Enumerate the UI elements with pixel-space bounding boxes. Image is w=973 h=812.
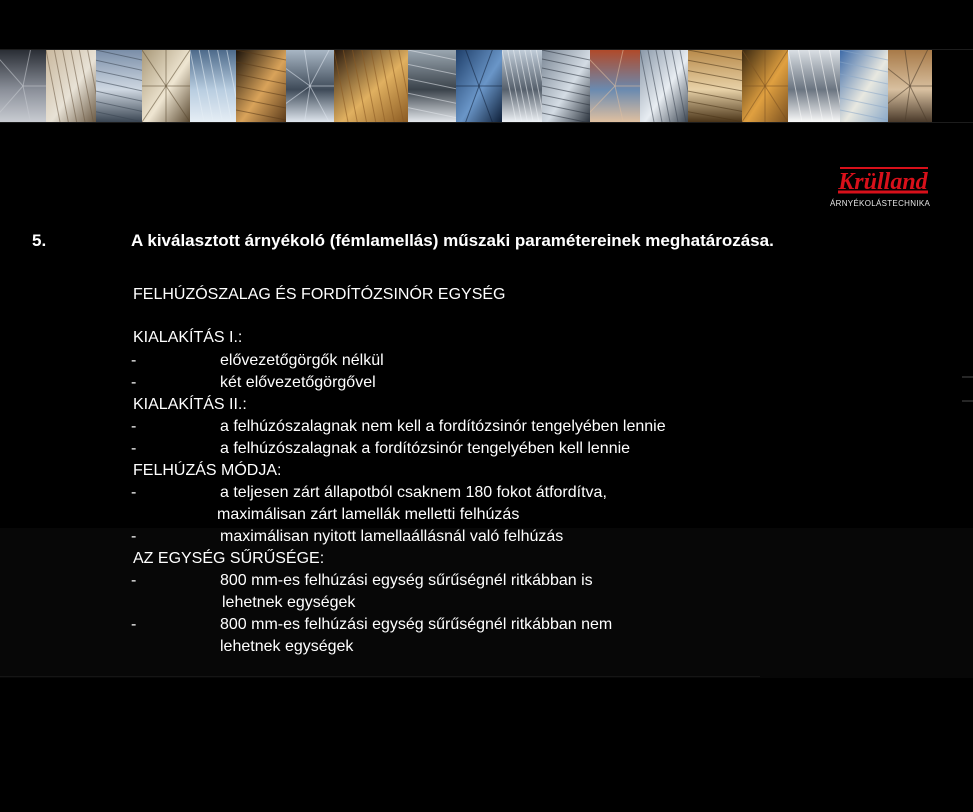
section-title: FELHÚZÓSZALAG ÉS FORDÍTÓZSINÓR EGYSÉG <box>133 286 506 303</box>
list-item-text: lehetnek egységek <box>222 594 356 611</box>
list-item-text: maximálisan zárt lamellák melletti felhúzás <box>217 506 520 523</box>
list-bullet: - <box>131 616 137 633</box>
list-item-text: maximálisan nyitott lamellaállásnál való felhúzás <box>220 528 564 545</box>
list-bullet: - <box>131 374 137 391</box>
list-bullet: - <box>131 528 137 545</box>
list-bullet: - <box>131 418 137 435</box>
group-title: FELHÚZÁS MÓDJA: <box>133 462 282 479</box>
list-item-text: lehetnek egységek <box>220 638 354 655</box>
list-item-text: a felhúzószalagnak a fordítózsinór tengelyében kell lennie <box>220 440 631 457</box>
list-item-text: két elővezetőgörgővel <box>220 374 376 391</box>
logo-brand-text: Krülland <box>838 169 928 195</box>
list-item-text: elővezetőgörgők nélkül <box>220 352 384 369</box>
list-item-text: a teljesen zárt állapotból csaknem 180 fokot átfordítva, <box>220 484 607 501</box>
section-number: 5. <box>32 231 47 250</box>
logo-tagline: ÁRNYÉKOLÁSTECHNIKA <box>830 199 931 208</box>
list-bullet: - <box>131 572 137 589</box>
list-bullet: - <box>131 440 137 457</box>
list-bullet: - <box>131 352 137 369</box>
list-item-text: a felhúzószalagnak nem kell a fordítózsinór tengelyében lennie <box>220 418 666 435</box>
list-bullet: - <box>131 484 137 501</box>
list-item-text: 800 mm-es felhúzási egység sűrűségnél ritkábban is <box>220 572 593 589</box>
group-title: KIALAKÍTÁS II.: <box>133 396 247 413</box>
page-title: A kiválasztott árnyékoló (fémlamellás) műszaki paramétereinek meghatározása. <box>131 231 774 250</box>
group-title: AZ EGYSÉG SŰRŰSÉGE: <box>133 550 325 567</box>
list-item-text: 800 mm-es felhúzási egység sűrűségnél ritkábban nem <box>220 616 613 633</box>
group-title: KIALAKÍTÁS I.: <box>133 329 243 346</box>
